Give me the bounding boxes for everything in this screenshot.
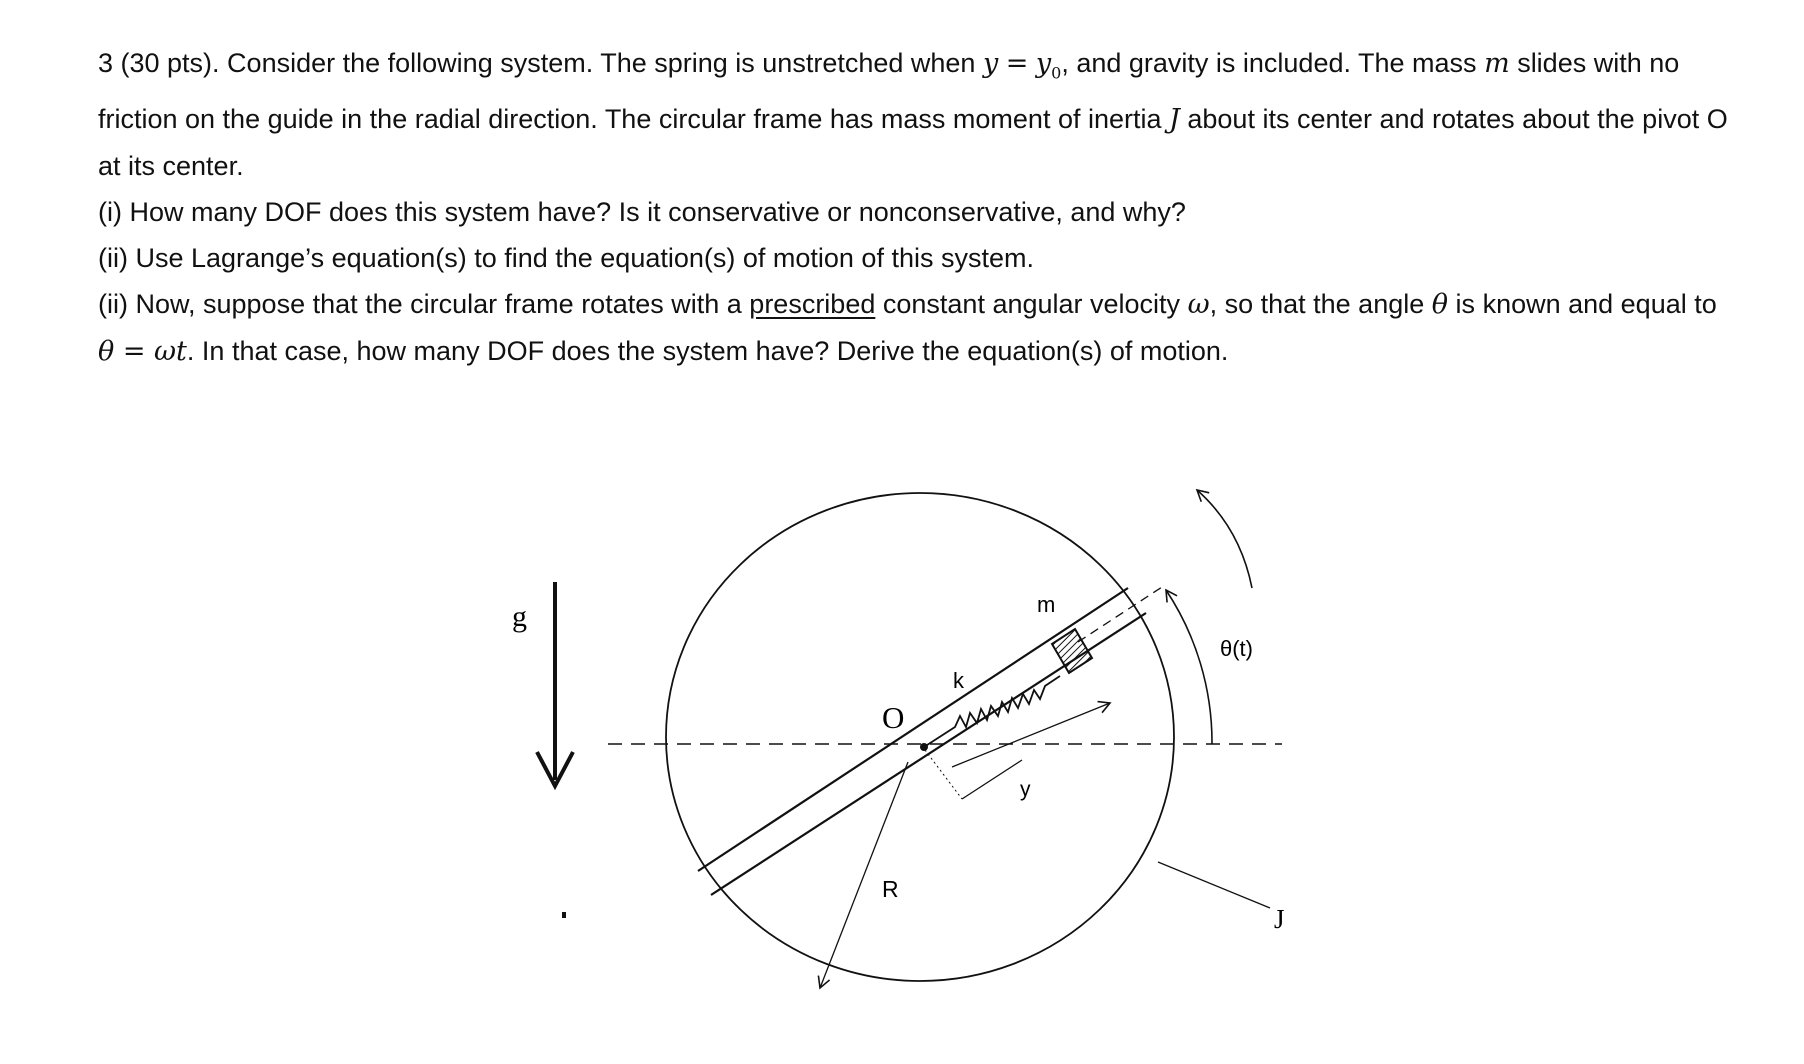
intro-text-3: slides with no friction on the guide in the radial direction. The circular frame has mass moment of inertia	[98, 48, 1680, 135]
q3-underlined-word: prescribed	[749, 289, 876, 320]
var-J: J	[1169, 104, 1180, 136]
intro-text-1: 3 (30 pts). Consider the following system. The spring is unstretched when	[98, 48, 976, 78]
equals-sign: =	[1005, 48, 1029, 79]
spring	[924, 676, 1060, 747]
circular-frame	[666, 493, 1174, 981]
q3-text-e: known and equal to	[1482, 289, 1717, 320]
inertia-leader-line	[1158, 862, 1270, 908]
var-omega: ω	[1187, 289, 1210, 321]
question-2: (ii) Use Lagrange’s equation(s) to find the equation(s) of motion of this system.	[98, 243, 1034, 274]
intro-text-4: about its center and rotates about the pivot O at its center.	[98, 104, 1728, 182]
gravity-arrow	[537, 582, 573, 786]
var-y: y	[982, 48, 999, 79]
var-theta: θ	[1431, 289, 1449, 321]
var-m: m	[1484, 48, 1510, 79]
theta-label: θ(t)	[1220, 636, 1253, 661]
gravity-label: g	[512, 600, 527, 633]
question-1: (i) How many DOF does this system have? Is it conservative or nonconservative, and why?	[98, 197, 1186, 228]
q3-text-a: (ii) Now, suppose that the circular frame rotates with a	[98, 289, 742, 320]
var-y0-base: y	[1035, 48, 1052, 79]
sliding-mass	[1052, 629, 1092, 673]
stray-dot	[562, 912, 566, 918]
pivot-label: O	[882, 700, 905, 735]
inertia-label: J	[1274, 904, 1285, 934]
rotation-arrow	[1197, 490, 1252, 588]
mass-label: m	[1037, 592, 1056, 617]
y-dimension	[925, 703, 1110, 799]
radius-label: R	[882, 876, 899, 902]
y-label: y	[1020, 778, 1031, 801]
spring-label: k	[953, 668, 964, 693]
q3-text-c: , so that the angle	[1209, 289, 1425, 320]
var-y0-subscript: 0	[1051, 63, 1062, 83]
q3-text-b: constant angular velocity	[882, 289, 1181, 320]
theta-equation: θ = ωt	[98, 336, 187, 368]
q3-text-d: is	[1455, 289, 1476, 320]
intro-text-2: , and gravity is included. The mass	[1061, 48, 1477, 78]
q3-text-f: . In that case, how many DOF does the system have? Derive the equation(s) of motion.	[186, 336, 1229, 367]
